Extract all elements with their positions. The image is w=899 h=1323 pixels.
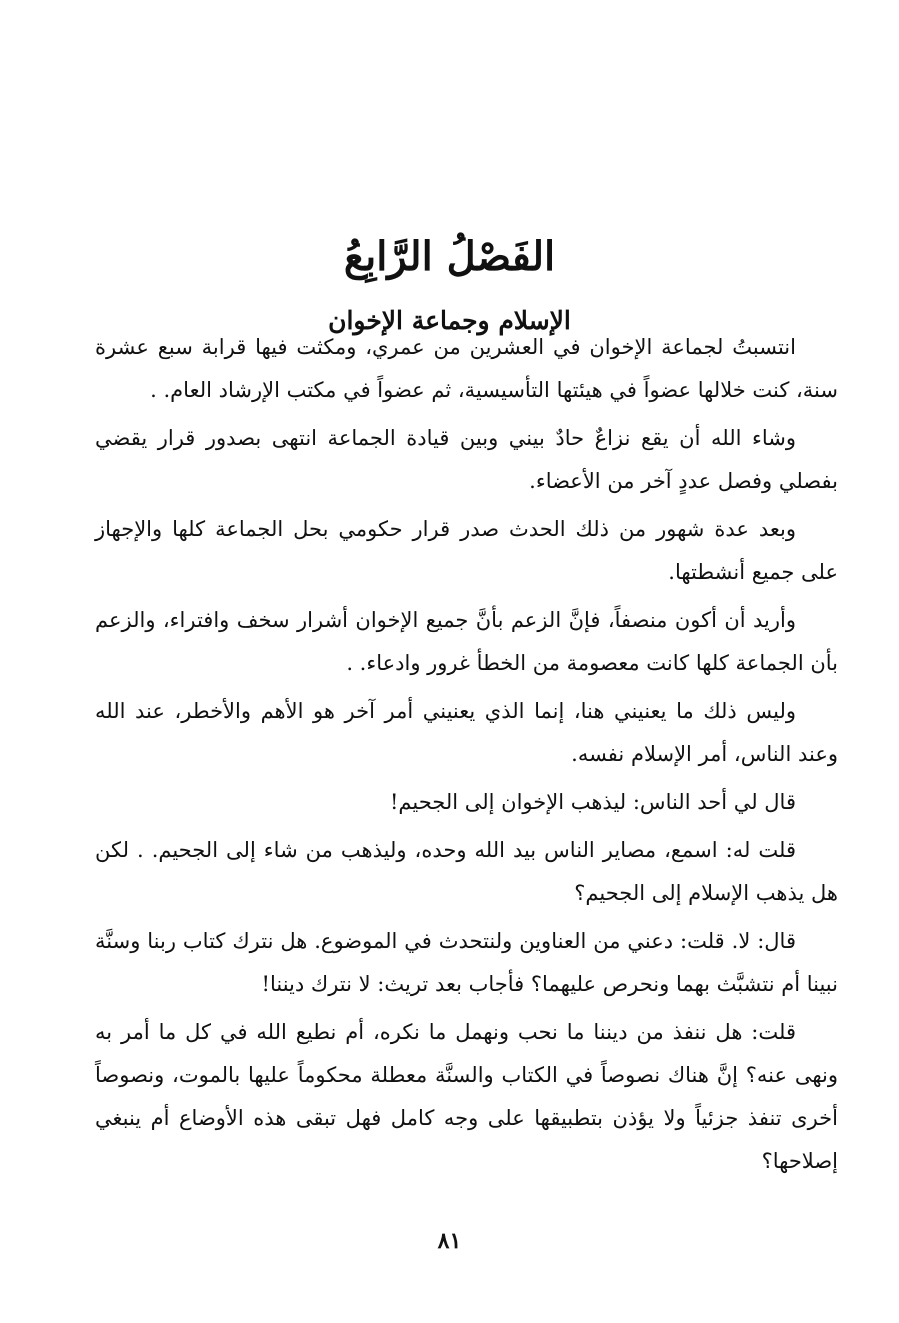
paragraph: قال: لا. قلت: دعني من العناوين ولنتحدث في الموضوع. هل نترك كتاب ربنا وسنَّة نبينا أم نتشبَّث بهما ونحرص عليهما؟ فأجاب بعد تريث: لا نترك ديننا! [95,929,838,996]
paragraph: قلت: هل ننفذ من ديننا ما نحب ونهمل ما نكره، أم نطيع الله في كل ما أمر به ونهى عنه؟ إنَّ هناك نصوصاً في الكتاب والسنَّة معطلة محكوماً عليها بالموت، ونصوصاً أخرى تنفذ جزئياً ولا يؤذن بتطبيقها على وجه كامل فهل تبقى هذه الأوضاع أم ينبغي إصلاحها؟ [95,1020,838,1173]
paragraph: قلت له: اسمع، مصاير الناس بيد الله وحده، وليذهب من شاء إلى الجحيم. . لكن هل يذهب الإسلام إلى الجحيم؟ [95,838,838,905]
paragraph: انتسبتُ لجماعة الإخوان في العشرين من عمري، ومكثت فيها قرابة سبع عشرة سنة، كنت خلالها عضواً في هيئتها التأسيسية، ثم عضواً في مكتب الإرشاد العام. . [95,335,838,402]
paragraph: وبعد عدة شهور من ذلك الحدث صدر قرار حكومي بحل الجماعة كلها والإجهاز على جميع أنشطتها. [95,517,838,584]
paragraph: وليس ذلك ما يعنيني هنا، إنما الذي يعنيني أمر آخر هو الأهم والأخطر، عند الله وعند الناس، أمر الإسلام نفسه. [95,699,838,766]
paragraph: وأريد أن أكون منصفاً، فإنَّ الزعم بأنَّ جميع الإخوان أشرار سخف وافتراء، والزعم بأن الجماعة كلها كانت معصومة من الخطأ غرور وادعاء. . [95,608,838,675]
paragraph: قال لي أحد الناس: ليذهب الإخوان إلى الجحيم! [389,790,796,814]
paragraph: وشاء الله أن يقع نزاعٌ حادٌ بيني وبين قيادة الجماعة انتهى بصدور قرار يقضي بفصلي وفصل عددٍ آخر من الأعضاء. [95,426,838,493]
section-title: الإسلام وجماعة الإخوان [328,305,571,335]
chapter-title: الفَصْلُ الرَّابِعُ [343,232,556,280]
page-number: ٨١ [437,1228,462,1254]
body-text [95,326,838,1188]
